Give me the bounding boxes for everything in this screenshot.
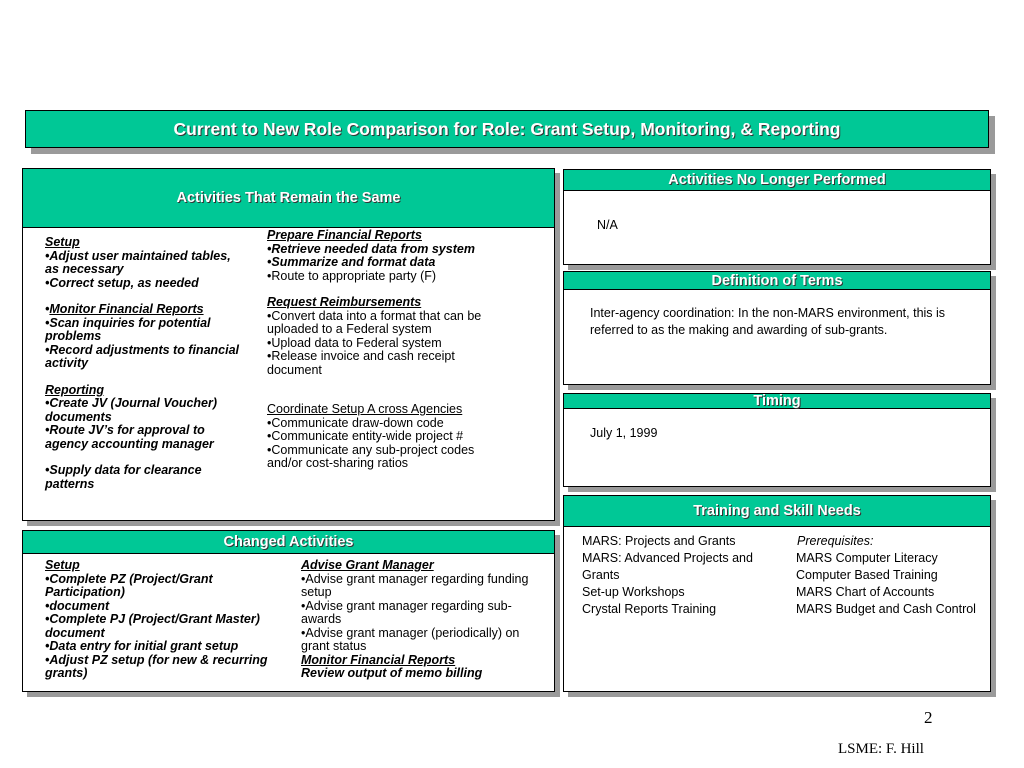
list-item: •Advise grant manager regarding funding setup <box>301 571 529 599</box>
list-item: Review output of memo billing <box>301 666 483 680</box>
list-item: •document <box>45 598 110 613</box>
list-item: •Supply data for clearance patterns <box>45 463 202 491</box>
no-longer-text: N/A <box>597 218 618 232</box>
definition-header-text: Definition of Terms <box>711 272 843 289</box>
list-item: MARS Computer Literacy <box>796 551 938 565</box>
remain-left-column <box>45 236 245 491</box>
list-item: MARS Chart of Accounts <box>796 585 935 599</box>
definition-panel <box>563 271 991 385</box>
list-item: •Communicate draw-down code <box>267 415 444 430</box>
no-longer-header <box>564 170 990 191</box>
page-title-text: Current to New Role Comparison for Role: Grant Setup, Monitoring, & Reporting <box>173 118 841 139</box>
definition-header <box>564 272 990 290</box>
changed-panel <box>22 530 555 692</box>
definition-text: Inter-agency coordination: In the non-MARS environment, this is referred to as the making and awarding of sub-grants. <box>590 306 946 337</box>
list-item: •Summarize and format data <box>267 255 436 269</box>
list-item: •Advise grant manager (periodically) on grant status <box>301 625 520 653</box>
list-item: •Release invoice and cash receipt document <box>267 349 455 377</box>
list-item: MARS: Projects and Grants <box>582 534 736 548</box>
list-item: •Convert data into a format that can be uploaded to a Federal system <box>267 308 482 336</box>
list-item: •Adjust PZ setup (for new & recurring grants) <box>45 652 268 680</box>
list-item: •Correct setup, as needed <box>45 275 199 290</box>
training-courses <box>582 533 767 618</box>
list-item: •Data entry for initial grant setup <box>45 639 239 653</box>
no-longer-header-text: Activities No Longer Performed <box>668 172 886 188</box>
changed-header <box>23 531 554 554</box>
list-item: •Record adjustments to financial activity <box>45 342 240 370</box>
list-item: MARS: Advanced Projects and Grants <box>582 551 753 582</box>
advise-heading: Advise Grant Manager <box>301 558 434 572</box>
list-item: •Communicate any sub-project codes and/or cost-sharing ratios <box>267 442 475 470</box>
list-item: Computer Based Training <box>796 568 938 582</box>
training-header-text: Training and Skill Needs <box>693 503 861 519</box>
list-item: MARS Budget and Cash Control <box>796 602 976 616</box>
list-item: •Route JV’s for approval to agency accounting manager <box>45 423 214 451</box>
list-item: •Route to appropriate party (F) <box>267 268 437 283</box>
list-item: •Adjust user maintained tables, as necessary <box>45 248 231 276</box>
list-item: •Communicate entity-wide project # <box>267 429 464 443</box>
list-item: •Retrieve needed data from system <box>267 241 475 256</box>
changed-monitor-heading: Monitor Financial Reports <box>301 652 456 667</box>
training-prereqs <box>796 533 976 618</box>
changed-left-column <box>45 559 275 681</box>
list-item: •Complete PJ (Project/Grant Master) document <box>45 612 260 640</box>
changed-setup-heading: Setup <box>45 558 80 572</box>
changed-right-column <box>301 559 536 681</box>
list-item: •Scan inquiries for potential problems <box>45 315 211 343</box>
timing-panel <box>563 393 991 487</box>
training-panel <box>563 495 991 692</box>
remain-panel <box>22 168 555 521</box>
list-item: •Monitor Financial Reports <box>45 302 204 316</box>
reimb-heading: Request Reimbursements <box>267 295 422 309</box>
remain-header <box>23 169 554 228</box>
no-longer-panel <box>563 169 991 265</box>
page-number: 2 <box>924 708 933 727</box>
list-item: •Create JV (Journal Voucher) documents <box>45 396 218 424</box>
remain-monitor-heading: Monitor Financial Reports <box>49 302 204 316</box>
timing-header <box>564 394 990 409</box>
list-item: Set-up Workshops <box>582 585 685 599</box>
remain-setup-heading: Setup <box>45 235 80 249</box>
remain-reporting-heading: Reporting <box>45 382 105 397</box>
page-title <box>25 110 989 148</box>
list-item: Crystal Reports Training <box>582 602 717 616</box>
list-item: •Complete PZ (Project/Grant Participation) <box>45 571 213 599</box>
timing-text: July 1, 1999 <box>590 426 658 440</box>
changed-header-text: Changed Activities <box>223 534 354 550</box>
coord-heading: Coordinate Setup A cross Agencies <box>267 402 463 416</box>
training-header <box>564 496 990 527</box>
remain-header-text: Activities That Remain the Same <box>176 190 401 206</box>
timing-header-text: Timing <box>753 393 801 409</box>
prereq-heading: Prerequisites: <box>797 534 874 548</box>
list-item: •Upload data to Federal system <box>267 335 442 350</box>
remain-right-column <box>267 229 495 471</box>
list-item: •Advise grant manager regarding sub-awards <box>301 598 512 626</box>
prepare-heading: Prepare Financial Reports <box>267 228 422 242</box>
author-credit: LSME: F. Hill <box>838 741 924 757</box>
